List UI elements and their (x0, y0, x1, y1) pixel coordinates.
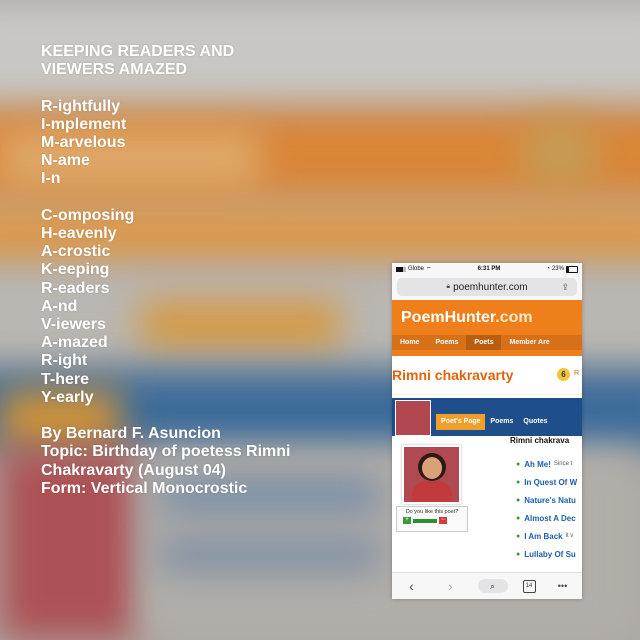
poem-link[interactable]: In Quest Of W (524, 477, 578, 487)
site-nav (392, 335, 582, 350)
browser-toolbar (392, 572, 582, 599)
address-bar[interactable] (397, 278, 577, 296)
rank-extra: R (574, 370, 580, 377)
bullet-icon: ● (516, 550, 521, 558)
share-icon[interactable]: ⇪ (561, 281, 569, 292)
poet-photo (402, 445, 461, 504)
poem-title-line-1: KEEPING READERS AND (41, 43, 235, 60)
list-item[interactable] (516, 455, 577, 473)
poem-line: A-nd (41, 297, 78, 315)
poem-line: M-arvelous (41, 134, 126, 151)
poem-link[interactable]: Lullaby Of Su (524, 549, 576, 559)
poem-excerpt: it v (565, 533, 574, 539)
bullet-icon: ● (516, 496, 521, 504)
poem-line: R-eaders (41, 279, 110, 297)
logo-main: PoemHunter (401, 309, 496, 326)
poem-line: C-omposing (41, 206, 135, 224)
poem-title-line-2: VIEWERS AMAZED (41, 61, 188, 79)
avatar (395, 400, 431, 436)
poem-line: I-mplement (41, 115, 127, 133)
tabs-count-button[interactable]: 14 (523, 580, 536, 593)
poet-body (392, 436, 582, 580)
poem-link[interactable]: I Am Back (524, 531, 563, 541)
list-item[interactable] (516, 545, 577, 563)
poem-line: N-ame (41, 152, 90, 170)
list-item[interactable] (516, 509, 577, 527)
poet-name-bar (392, 356, 582, 395)
poem-line: H-eavenly (41, 225, 117, 242)
poem-link[interactable]: Almost A Dec (524, 513, 576, 523)
bullet-icon: ● (516, 532, 521, 540)
nav-item-poems[interactable]: Poems (435, 339, 459, 346)
poem-line: A-mazed (41, 334, 108, 352)
list-item[interactable] (516, 527, 577, 545)
wifi-icon: ⌔ (426, 267, 432, 273)
nav-item-poets[interactable]: Poets (466, 335, 501, 350)
battery-icon (566, 266, 578, 273)
tab-poets-page[interactable]: Poet's Page (436, 414, 485, 430)
poem-excerpt: Since t (553, 461, 573, 467)
poem-byline: By Bernard F. Asuncion (41, 425, 221, 443)
poem-line: V-iewers (41, 316, 106, 334)
battery-percent: 23% (551, 266, 564, 272)
tab-poems[interactable]: Poems (490, 418, 514, 425)
poem-line: R-ightfully (41, 97, 121, 115)
like-bar (413, 519, 437, 523)
phone-screenshot (392, 263, 582, 599)
poems-list-title: Rimni chakrava (510, 436, 570, 445)
poet-tabs-bar (392, 398, 582, 436)
search-icon[interactable]: ⌕ (478, 579, 508, 593)
poet-name: Rimni chakravarty (392, 367, 514, 383)
url-text: poemhunter.com (453, 281, 528, 293)
logo-domain: .com (495, 309, 533, 326)
poem-link[interactable]: Nature's Natu (524, 495, 576, 505)
like-widget (396, 506, 468, 532)
poem-line: R-ight (41, 352, 88, 370)
status-time: 6:31 PM (477, 266, 501, 272)
poem-line: A-crostic (41, 243, 111, 261)
nav-item-member-area[interactable]: Member Are (509, 339, 550, 346)
bullet-icon: ● (516, 460, 521, 468)
signal-icon (396, 267, 406, 272)
site-header (392, 300, 582, 356)
carrier-label: Globe (408, 266, 425, 272)
poem-link[interactable]: Ah Me! (524, 459, 551, 469)
poems-list (516, 455, 577, 563)
thumbs-down-icon[interactable]: − (439, 517, 447, 524)
poem-topic-line-1: Topic: Birthday of poetess Rimni (41, 443, 291, 461)
rank-badge: 6 (557, 368, 570, 381)
alarm-icon: ◔ (546, 266, 550, 272)
bullet-icon: ● (516, 478, 521, 486)
poem-line: K-eeping (41, 261, 110, 279)
tab-quotes[interactable]: Quotes (523, 418, 548, 425)
poem-line: I-n (41, 170, 61, 188)
status-bar (392, 263, 582, 275)
like-question: Do you like this poet? (405, 509, 459, 515)
list-item[interactable] (516, 491, 577, 509)
poem-form: Form: Vertical Monocrostic (41, 479, 248, 497)
list-item[interactable] (516, 473, 577, 491)
poem-text (41, 43, 371, 498)
more-icon[interactable]: ••• (557, 581, 568, 591)
forward-icon[interactable]: › (448, 578, 453, 594)
back-icon[interactable]: ‹ (409, 578, 414, 594)
poem-line: T-here (41, 370, 90, 388)
bullet-icon: ● (516, 514, 521, 522)
thumbs-up-icon[interactable]: + (403, 517, 411, 524)
lock-icon: 🔒︎ (446, 283, 451, 290)
nav-item-home[interactable]: Home (400, 339, 420, 346)
poem-topic-line-2: Chakravarty (August 04) (41, 461, 226, 479)
site-logo[interactable] (401, 309, 533, 327)
poem-line: Y-early (41, 388, 94, 406)
